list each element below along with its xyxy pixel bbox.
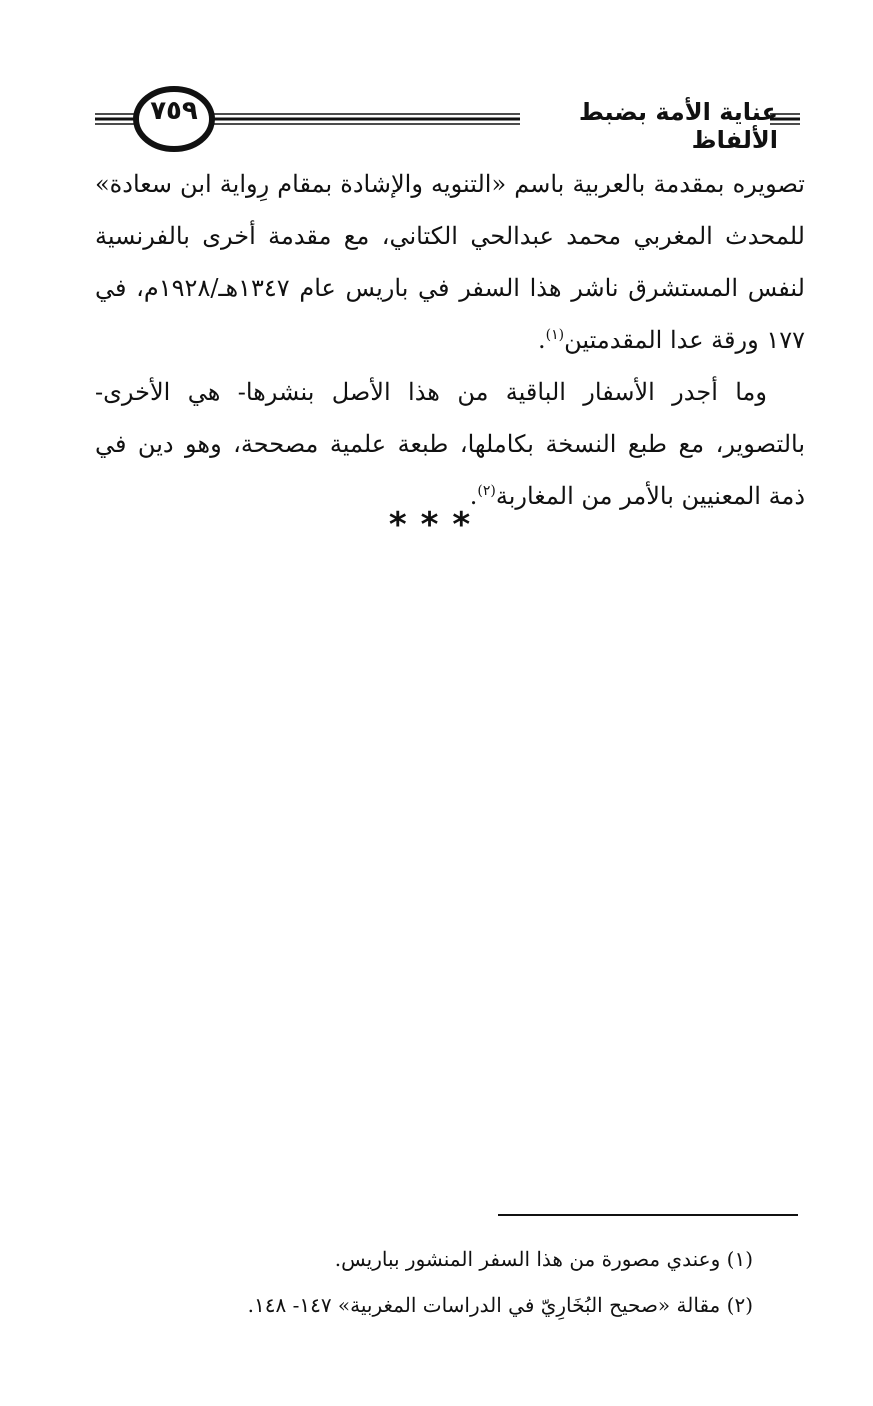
footnote-separator — [498, 1214, 798, 1216]
paragraph-1 — [95, 158, 805, 366]
paragraph-1-text: تصويره بمقدمة بالعربية باسم «التنويه والإشادة بمقام رِواية ابن سعادة» للمحدث المغربي محمد عبدالحي الكتاني، مع مقدمة أخرى بالفرنسية لنفس المستشرق ناشر هذا السفر في باريس عام ١٣٤٧هـ/١٩٢٨م، في ١٧٧ ورقة عدا المقدمتين — [95, 170, 805, 354]
page-number: ٧٥٩ — [150, 96, 198, 126]
paragraph-2 — [95, 366, 805, 522]
paragraph-2-end: . — [469, 482, 478, 510]
page-header — [0, 0, 873, 170]
footnote-1: (١) وعندي مصورة من هذا السفر المنشور بباريس. — [334, 1247, 753, 1271]
main-text — [95, 158, 805, 522]
section-break: *** — [388, 505, 485, 545]
footnote-ref-2: (٢) — [477, 483, 496, 499]
footnote-2: (٢) مقالة «صحيح البُخَارِيّ في الدراسات المغربية» ١٤٧- ١٤٨. — [247, 1293, 753, 1317]
running-title: عناية الأمة بضبط الألفاظ — [578, 98, 778, 154]
footnotes — [95, 1236, 753, 1328]
footnote-ref-1: (١) — [545, 327, 565, 343]
paragraph-1-end: . — [538, 326, 546, 354]
paragraph-2-text: وما أجدر الأسفار الباقية من هذا الأصل بنشرها- هي الأخرى- بالتصوير، مع طبع النسخة بكاملها، طبعة علمية مصححة، وهو دين في ذمة المعنيين بالأمر من المغاربة — [95, 378, 805, 510]
